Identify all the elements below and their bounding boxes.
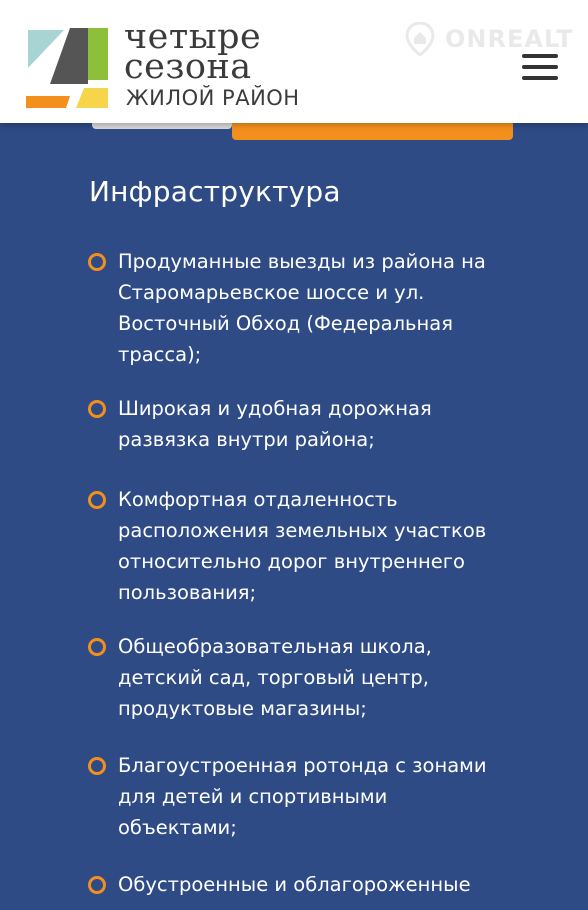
list-item-text: Обустроенные и облагороженные: [118, 873, 471, 896]
bullet-icon: [88, 757, 106, 775]
logo-icon[interactable]: [26, 26, 112, 110]
bullet-icon: [88, 638, 106, 656]
menu-bar: [522, 65, 558, 69]
list-item-text: Широкая и удобная дорожная развязка внутри района;: [118, 397, 432, 451]
bullet-icon: [88, 491, 106, 509]
site-header: [0, 0, 588, 123]
list-item-text: Продуманные выезды из района на Старомарьевское шоссе и ул. Восточный Обход (Федеральная трасса);: [118, 250, 486, 366]
list-item-text: Общеобразовательная школа, детский сад, торговый центр, продуктовые магазины;: [118, 635, 432, 720]
hamburger-menu-icon[interactable]: [516, 52, 562, 84]
menu-bar: [522, 54, 558, 58]
list-item-text: Комфортная отдаленность расположения земельных участков относительно дорог внутреннего пользования;: [118, 488, 487, 604]
bullet-icon: [88, 400, 106, 418]
menu-bar: [522, 76, 558, 80]
location-pin-icon: [405, 22, 435, 56]
section-title: Инфраструктура: [89, 175, 341, 208]
brand-subtitle: ЖИЛОЙ РАЙОН: [126, 86, 300, 110]
watermark: [405, 22, 574, 56]
bullet-icon: [88, 253, 106, 271]
brand-name-line1: четыре: [124, 17, 262, 57]
watermark-text: ONREALT: [445, 25, 574, 53]
list-item-text: Благоустроенная ротонда с зонами для детей и спортивными объектами;: [118, 754, 487, 839]
bullet-icon: [88, 876, 106, 894]
brand-name-line2: сезона: [124, 47, 252, 87]
